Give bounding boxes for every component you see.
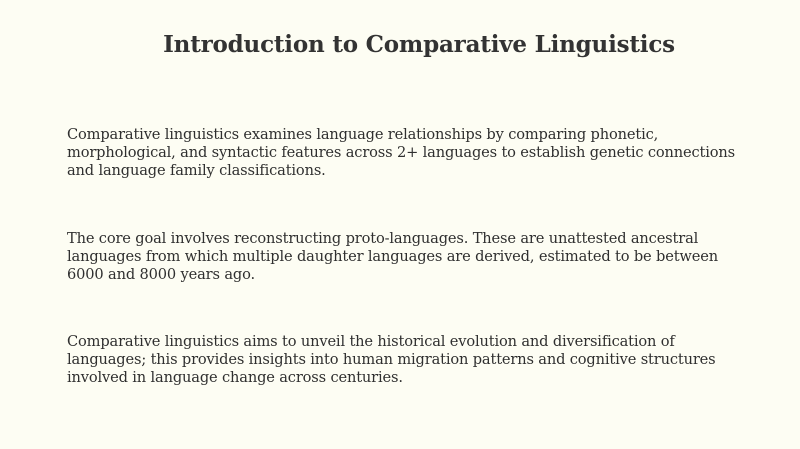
- paragraph-definition: Comparative linguistics examines language relationships by comparing phonetic, morphological, and syntactic features across 2+ languages to establish genetic connections and language family classifications.: [67, 126, 735, 179]
- paragraph-aims: Comparative linguistics aims to unveil the historical evolution and diversification of languages; this provides insights into human migration patterns and cognitive structures involved in language change across centuries.: [67, 333, 716, 386]
- paragraph-core-goal: The core goal involves reconstructing proto-languages. These are unattested ancestral languages from which multiple daughter languages are derived, estimated to be between 6000 and 8000 years ago.: [67, 230, 718, 283]
- slide-title: Introduction to Comparative Linguistics: [163, 31, 675, 58]
